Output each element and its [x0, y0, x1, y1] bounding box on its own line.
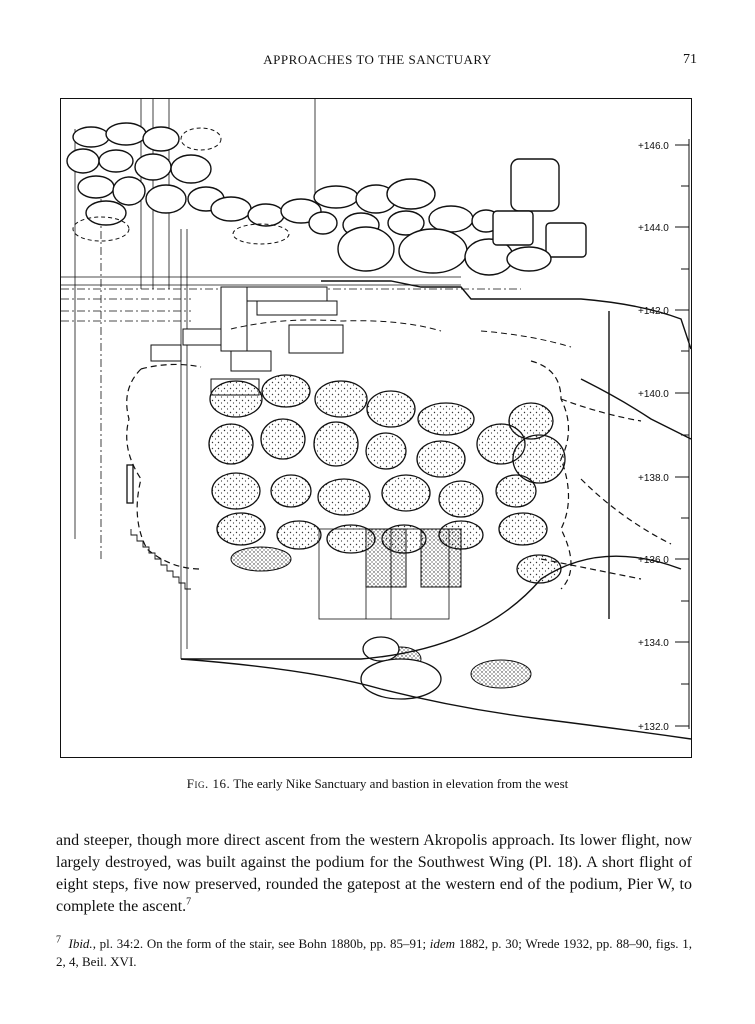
footnote-text-a: , pl. 34:2. On the form of the stair, see Bohn 1880b, pp. 85–91; [92, 936, 430, 951]
elevation-label-138: +138.0 [638, 473, 669, 484]
elevation-label-136: +136.0 [638, 555, 669, 566]
figure-label: Fig. 16. [186, 776, 231, 791]
stair-profile [131, 529, 191, 589]
page-number: 71 [683, 52, 697, 67]
body-paragraph [56, 830, 692, 918]
elevation-label-142: +142.0 [638, 306, 669, 317]
upper-rubble-wall [67, 123, 586, 275]
footnote-ibid: Ibid. [68, 936, 93, 951]
footnote [56, 935, 692, 971]
elevation-label-144: +144.0 [638, 223, 669, 234]
running-head [0, 50, 755, 70]
ashlar-blocks [151, 287, 343, 395]
footnote-text-b: 1882, p. 30; Wrede 1932, pp. 88–90, figs. 1, 2, 4, Beil. XVI. [56, 936, 693, 969]
elevation-drawing [61, 99, 693, 759]
body-paragraph-text: and steeper, though more direct ascent from the western Akropolis approach. Its lower flight, now largely destroyed, was built against the podium for the Southwest Wing (Pl. 18). A short flight of eight steps, five now preserved, rounded the gatepost at the western end of the podium, Pier W, to complete the ascent. [56, 832, 692, 915]
footnote-idem: idem [429, 936, 456, 951]
elevation-label-132: +132.0 [638, 722, 669, 733]
footnote-number: 7 [56, 934, 61, 946]
figure-16-elevation-drawing [60, 98, 692, 758]
figure-caption [0, 776, 755, 792]
elevation-label-140: +140.0 [638, 389, 669, 400]
elevation-label-134: +134.0 [638, 638, 669, 649]
footnote-ref: 7 [186, 896, 192, 908]
running-title: APPROACHES TO THE SANCTUARY [263, 52, 492, 67]
elevation-label-146: +146.0 [638, 141, 669, 152]
figure-caption-text: The early Nike Sanctuary and bastion in elevation from the west [233, 776, 569, 791]
